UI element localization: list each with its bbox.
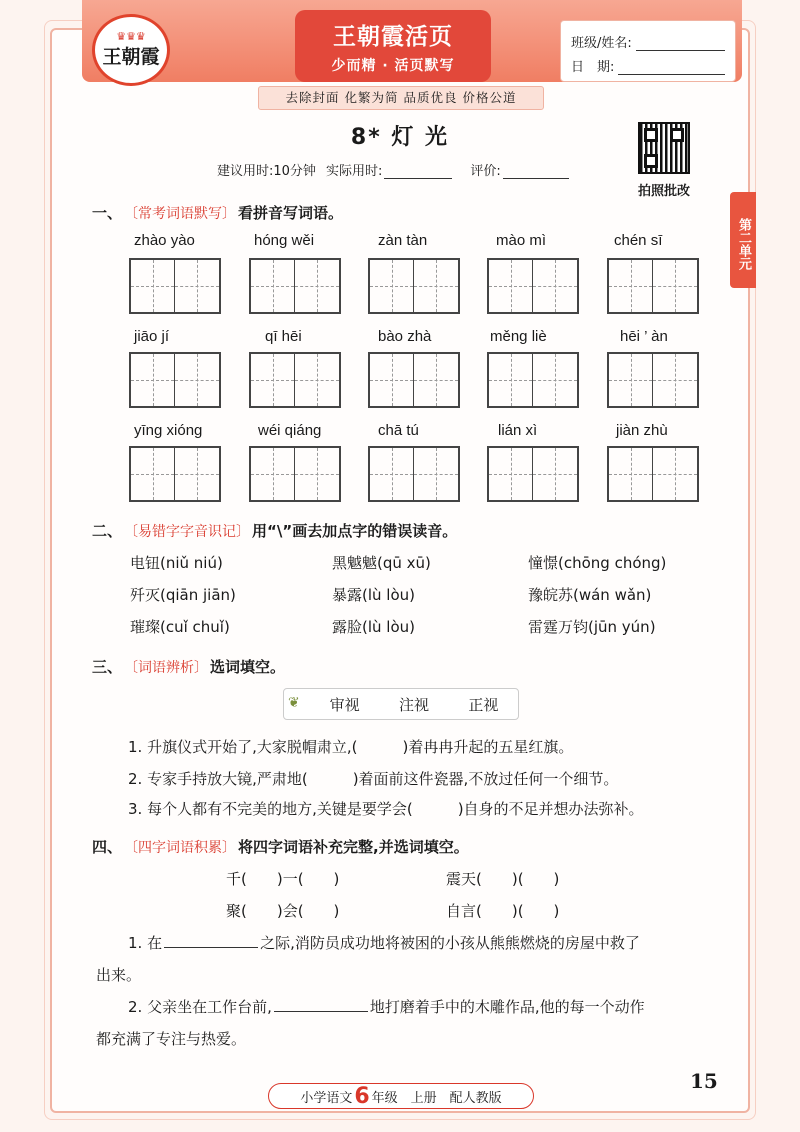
writing-grid[interactable] [487,258,579,314]
section-instruction: 看拼音写词语。 [238,204,344,222]
brand-subtitle: 少而精 · 活页默写 [331,58,455,74]
question-line [128,928,740,958]
eval-field[interactable] [503,165,569,179]
date-row [571,51,725,75]
writing-grid[interactable] [129,446,221,502]
pinyin-prompt: zàn tàn [378,232,428,249]
section-number: 二、 [92,522,123,540]
pinyin-prompt: hóng wěi [254,232,315,249]
student-info-box [560,20,736,82]
reading-item[interactable]: 璀璨(cuǐ chuǐ) [130,618,230,636]
pinyin-prompt: měng liè [490,328,547,345]
reading-item[interactable]: 黑魆魆(qū xū) [332,554,431,572]
unit-side-tab: 第二单元 [730,192,756,288]
word-choice-box [283,688,519,720]
brand-logo [92,14,170,86]
actual-time-label: 实际用时: [325,164,383,179]
idiom-blank[interactable]: 震天( )( ) [446,870,560,888]
reading-item[interactable]: 憧憬(chōng chóng) [528,554,667,572]
question-line[interactable]: 1. 升旗仪式开始了,大家脱帽肃立,( )着冉冉升起的五星红旗。 [128,738,574,756]
pinyin-prompt: bào zhà [378,328,432,345]
reading-item[interactable]: 歼灭(qiān jiān) [130,586,236,604]
section-number: 四、 [92,838,123,856]
pinyin-prompt: chā tú [378,422,419,439]
section-4-heading [92,836,469,857]
writing-grid[interactable] [129,352,221,408]
question-line [128,992,740,1022]
footer-subject: 小学语文 [300,1090,353,1106]
section-2-heading [92,520,457,541]
qr-finder [644,128,658,142]
writing-grid[interactable] [487,352,579,408]
brand-title: 王朝霞活页 [333,23,453,50]
idiom-blank[interactable]: 聚( )会( ) [226,902,340,920]
question-suffix: 之际,消防员成功地将被困的小孩从熊熊燃烧的房屋中救了 [260,934,640,952]
section-3-heading [92,656,285,677]
section-tag: 〔词语辨析〕 [124,659,209,676]
time-row [217,160,577,179]
choice-word: 审视 [329,695,360,714]
idiom-blank[interactable]: 千( )一( ) [226,870,340,888]
qr-finder [644,154,658,168]
qr-finder [670,128,684,142]
qr-code-icon[interactable] [638,122,690,174]
reading-item[interactable]: 暴露(lù lòu) [332,586,415,604]
section-instruction: 选词填空。 [210,658,286,676]
writing-grid[interactable] [129,258,221,314]
class-name-field[interactable] [636,37,725,51]
pinyin-prompt: hēi ’ àn [620,328,668,345]
section-number: 一、 [92,204,123,222]
reading-item[interactable]: 露脸(lù lòu) [332,618,415,636]
date-field[interactable] [618,61,725,75]
writing-grid[interactable] [249,258,341,314]
writing-grid[interactable] [249,352,341,408]
pinyin-prompt: zhào yào [134,232,195,249]
pinyin-prompt: chén sī [614,232,663,249]
crown-icon: ♛♛♛ [116,29,146,43]
writing-grid[interactable] [368,258,460,314]
class-name-label: 班级/姓名: [571,36,632,51]
reading-item[interactable]: 雷霆万钧(jūn yún) [528,618,656,636]
choice-word: 正视 [468,695,499,714]
question-prefix: 1. 在 [128,934,163,952]
writing-grid[interactable] [368,352,460,408]
page-number: 15 [690,1069,718,1093]
section-tag: 〔常考词语默写〕 [124,205,237,222]
pinyin-prompt: jiàn zhù [616,422,668,439]
pinyin-prompt: mào mì [496,232,547,249]
pinyin-prompt: qī hēi [265,328,302,345]
logo-text: 王朝霞 [102,45,160,68]
actual-time-field[interactable] [384,165,452,179]
writing-grid[interactable] [607,446,699,502]
section-number: 三、 [92,658,123,676]
reading-item[interactable]: 豫皖苏(wán wǎn) [528,586,652,604]
footer-badge [268,1083,534,1109]
answer-blank[interactable] [164,934,258,948]
section-1-heading [92,202,343,223]
writing-grid[interactable] [607,352,699,408]
pinyin-prompt: yīng xióng [134,422,203,439]
qr-label: 拍照批改 [637,184,690,199]
section-tag: 〔四字词语积累〕 [124,839,237,856]
section-tag: 〔易错字字音识记〕 [124,523,251,540]
question-line[interactable]: 2. 专家手持放大镜,严肃地( )着面前这件瓷器,不放过任何一个细节。 [128,770,619,788]
suggest-time: 建议用时:10分钟 [217,164,316,179]
choice-word: 注视 [398,695,429,714]
question-suffix: 地打磨着手中的木雕作品,他的每一个动作 [369,998,645,1016]
class-name-row [571,27,725,51]
answer-blank[interactable] [274,998,368,1012]
question-continuation: 都充满了专注与热爱。 [96,1030,247,1048]
footer-grade-text: 年级 上册 配人教版 [371,1090,502,1106]
writing-grid[interactable] [487,446,579,502]
pinyin-prompt: wéi qiáng [258,422,322,439]
eval-label: 评价: [470,164,501,179]
question-prefix: 2. 父亲坐在工作台前, [128,998,272,1016]
brand-box [295,10,491,82]
writing-grid[interactable] [607,258,699,314]
writing-grid[interactable] [368,446,460,502]
section-instruction: 用“\”画去加点字的错误读音。 [252,522,458,540]
idiom-blank[interactable]: 自言( )( ) [446,902,560,920]
reading-item[interactable]: 电钮(niǔ niú) [130,554,223,572]
section-instruction: 将四字词语补充完整,并选词填空。 [238,838,469,856]
writing-grid[interactable] [249,446,341,502]
plant-icon: ❦ [288,695,300,711]
slogan-bar: 去除封面 化繁为简 品质优良 价格公道 [258,86,544,110]
question-line[interactable]: 3. 每个人都有不完美的地方,关键是要学会( )自身的不足并想办法弥补。 [128,800,644,818]
pinyin-prompt: jiāo jí [134,328,170,345]
question-continuation: 出来。 [96,966,142,984]
date-label: 日 期: [571,60,615,75]
lesson-title: 8* 灯 光 [350,125,450,150]
footer-grade-number: 6 [354,1083,370,1109]
pinyin-prompt: lián xì [498,422,538,439]
